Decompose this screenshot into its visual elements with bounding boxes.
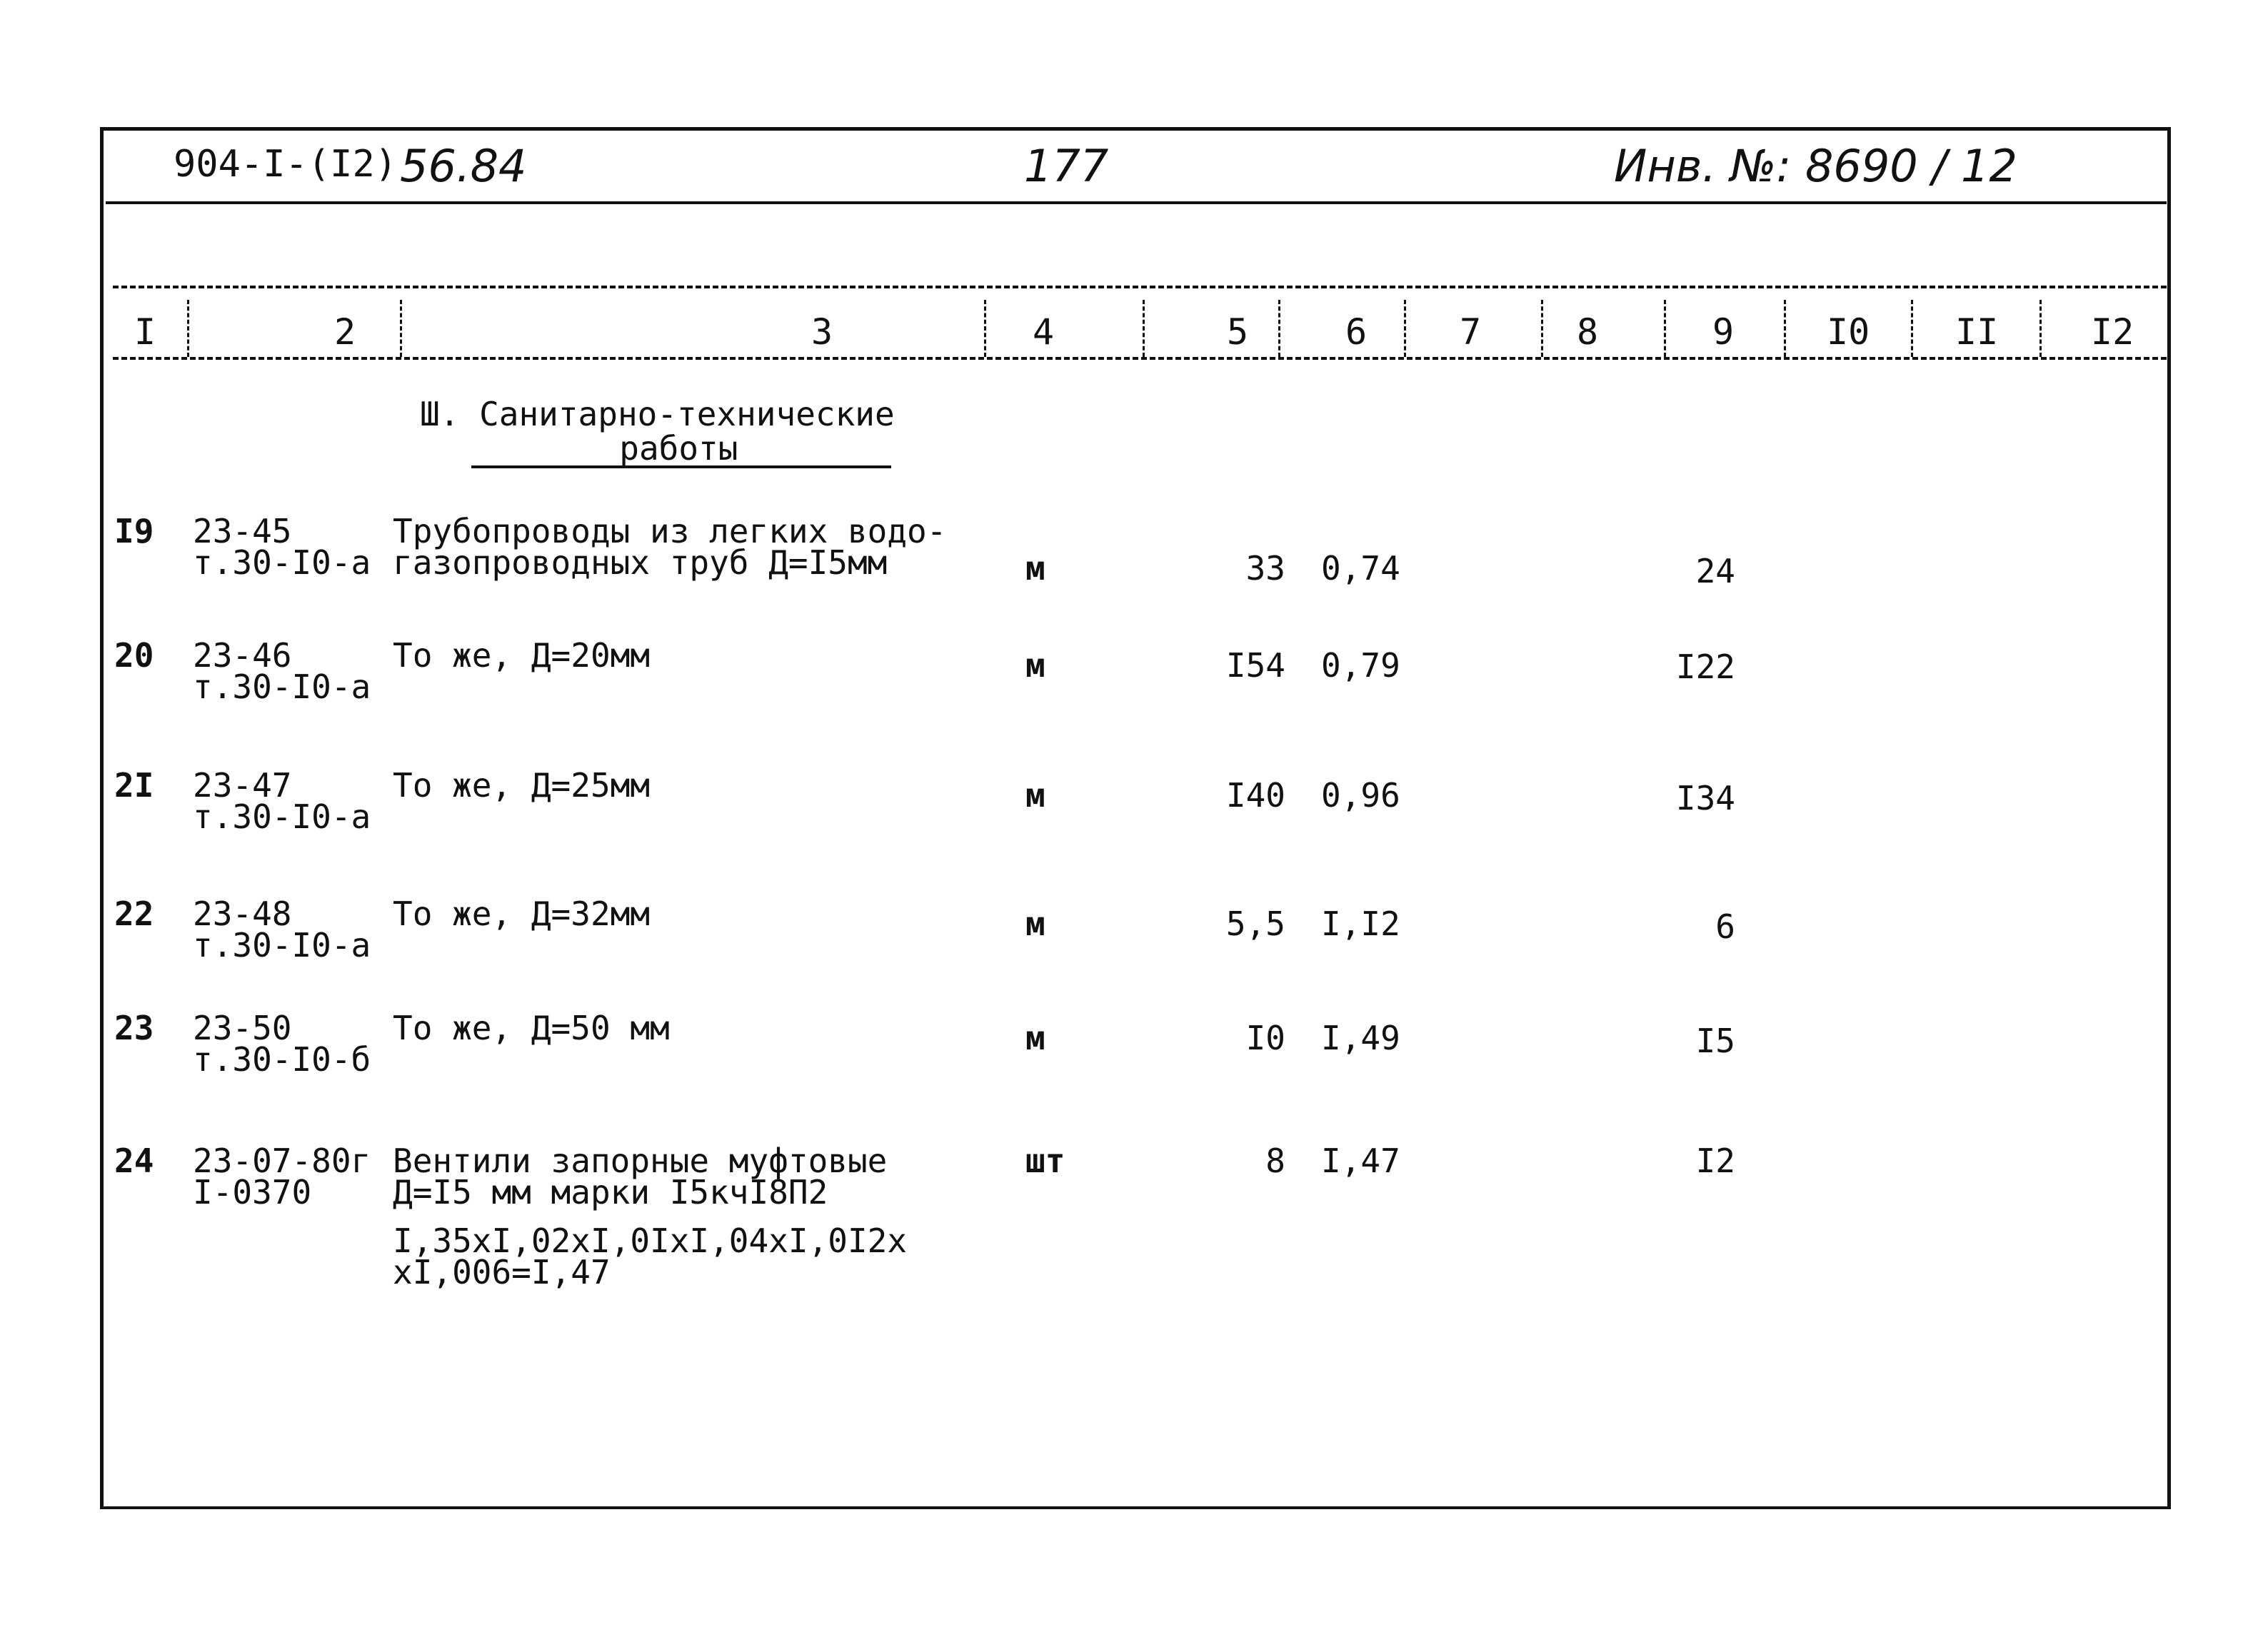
column-number: I2 — [2091, 311, 2134, 353]
norm-code: 23-48 т.30-I0-а — [193, 895, 371, 964]
section-title-line1: Ш. Санитарно-технические — [420, 395, 895, 433]
document-code-handwritten: 56.84 — [400, 140, 527, 192]
row-number: 20 — [114, 636, 154, 675]
column-number: 7 — [1460, 311, 1482, 353]
column-number: I0 — [1827, 311, 1870, 353]
table-row — [0, 766, 2268, 877]
norm-code: 23-50 т.30-I0-б — [193, 1009, 371, 1079]
table-row — [0, 1009, 2268, 1119]
column-number: 5 — [1227, 311, 1249, 353]
column-number: 2 — [334, 311, 356, 353]
work-description: То же, Д=20мм — [393, 636, 651, 675]
column-number: 3 — [811, 311, 833, 353]
column-number: 6 — [1345, 311, 1368, 353]
quantity: I40 — [1225, 776, 1285, 815]
column-separator — [2039, 300, 2042, 357]
norm-code: 23-46 т.30-I0-а — [193, 636, 371, 706]
total-value: I22 — [1675, 648, 1735, 686]
column-separator — [1784, 300, 1786, 357]
norm-value: 0,96 — [1321, 776, 1400, 815]
norm-code: 23-47 т.30-I0-а — [193, 766, 371, 836]
table-header-top-rule — [113, 286, 2167, 288]
column-number: I — [134, 311, 156, 353]
calculation-note: I,35xI,02xI,0IxI,04xI,0I2x xI,006=I,47 — [393, 1221, 908, 1291]
column-number: 8 — [1577, 311, 1599, 353]
total-value: 24 — [1695, 552, 1735, 590]
work-description: То же, Д=25мм — [393, 766, 651, 805]
row-number: 22 — [114, 895, 154, 933]
work-description: То же, Д=50 мм — [393, 1009, 670, 1047]
total-value: I34 — [1675, 779, 1735, 817]
norm-code: 23-07-80г I-0370 — [193, 1142, 371, 1212]
page-number: 177 — [1024, 140, 1109, 192]
norm-value: I,47 — [1321, 1142, 1400, 1180]
row-number: 24 — [114, 1142, 154, 1180]
row-number: 23 — [114, 1009, 154, 1047]
row-number: I9 — [114, 512, 154, 550]
norm-value: 0,79 — [1321, 646, 1400, 685]
quantity: 8 — [1265, 1142, 1285, 1180]
unit: м — [1025, 905, 1045, 943]
table-row — [0, 1142, 2268, 1302]
norm-value: 0,74 — [1321, 549, 1400, 588]
unit: м — [1025, 1019, 1045, 1057]
section-underline — [471, 465, 891, 468]
table-row — [0, 512, 2268, 623]
table-header-bottom-rule — [113, 357, 2167, 360]
quantity: I0 — [1245, 1019, 1285, 1057]
unit: м — [1025, 549, 1045, 588]
section-heading — [420, 395, 895, 468]
norm-code: 23-45 т.30-I0-а — [193, 512, 371, 582]
total-value: 6 — [1715, 907, 1735, 946]
total-value: I5 — [1695, 1022, 1735, 1060]
table-row — [0, 895, 2268, 1005]
unit: м — [1025, 776, 1045, 815]
quantity: I54 — [1225, 646, 1285, 685]
norm-value: I,I2 — [1321, 905, 1400, 943]
column-separator — [400, 300, 402, 357]
unit: м — [1025, 646, 1045, 685]
column-separator — [1404, 300, 1406, 357]
column-separator — [1541, 300, 1543, 357]
norm-value: I,49 — [1321, 1019, 1400, 1057]
column-number: II — [1955, 311, 1999, 353]
column-separator — [187, 300, 189, 357]
document-code: 904-I-(I2) — [174, 143, 398, 186]
work-description: То же, Д=32мм — [393, 895, 651, 933]
table-row — [0, 636, 2268, 747]
total-value: I2 — [1695, 1142, 1735, 1180]
column-number: 4 — [1033, 311, 1055, 353]
work-description: Вентили запорные муфтовые Д=I5 мм марки I5кчI8П2 — [393, 1142, 888, 1212]
quantity: 33 — [1245, 549, 1285, 588]
column-separator — [984, 300, 986, 357]
inventory-number: Инв. №: 8690 / 12 — [1614, 140, 2017, 192]
header-rule — [106, 201, 2167, 204]
quantity: 5,5 — [1225, 905, 1285, 943]
section-title-line2: работы — [619, 429, 738, 468]
unit: шт — [1025, 1142, 1065, 1180]
column-separator — [1143, 300, 1145, 357]
row-number: 2I — [114, 766, 154, 805]
column-separator — [1664, 300, 1666, 357]
column-separator — [1278, 300, 1280, 357]
column-number: 9 — [1712, 311, 1735, 353]
work-description: Трубопроводы из легких водо- газопроводных труб Д=I5мм — [393, 512, 947, 582]
column-separator — [1911, 300, 1913, 357]
